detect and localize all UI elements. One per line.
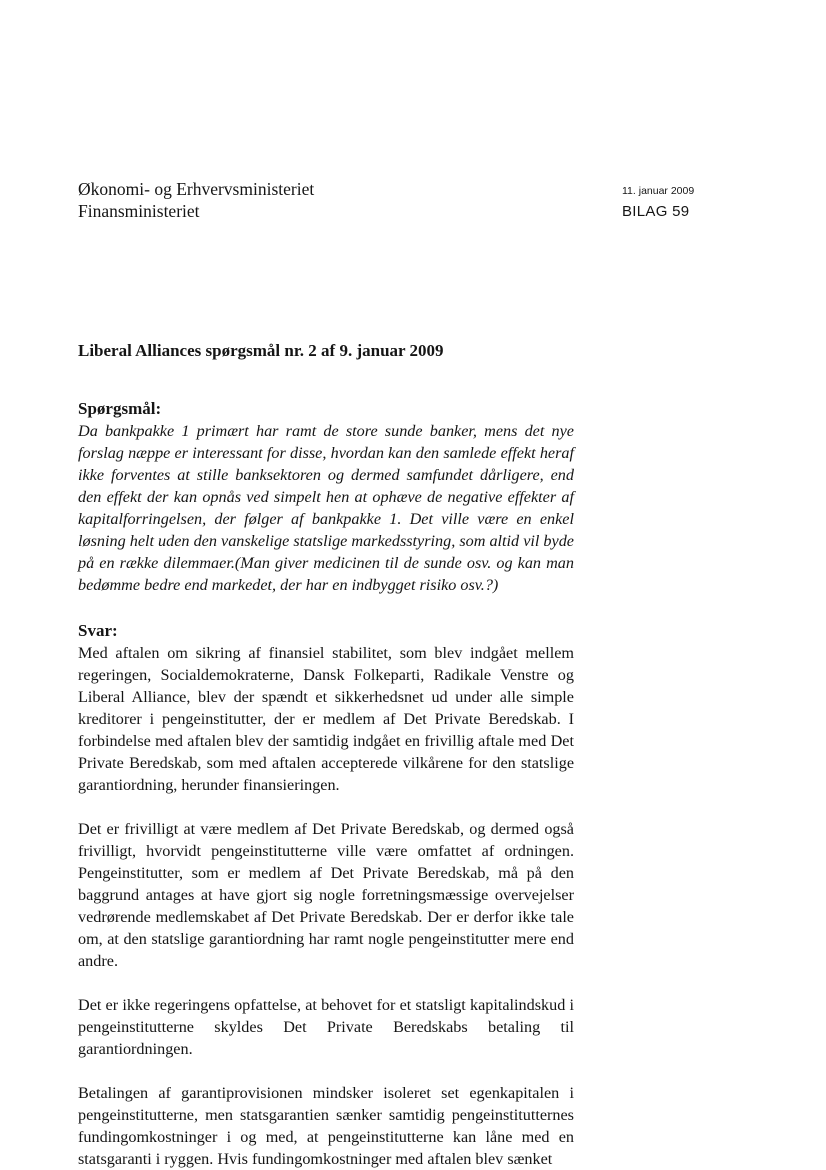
- answer-paragraph: Det er ikke regeringens opfattelse, at behovet for et statsligt kapitalindskud i pengeinstitutterne skyldes Det Private Beredskabs betaling til garantiordningen.: [78, 996, 574, 1058]
- document-meta: [622, 184, 694, 222]
- sender-block: [78, 178, 314, 222]
- answer-paragraph: Betalingen af garantiprovisionen mindsker isoleret set egenkapitalen i pengeinstitutterne, men statsgarantien sænker samtidig pengeinstitutternes fundingomkostninger i og med, at pengeinstitutterne kan låne med en statsgaranti i ryggen. Hvis fundingomkostninger med aftalen blev sænket: [78, 1084, 574, 1168]
- document-title: Liberal Alliances spørgsmål nr. 2 af 9. januar 2009: [78, 341, 444, 360]
- answer-heading: Svar:: [78, 621, 118, 640]
- document-date: 11. januar 2009: [622, 185, 695, 197]
- bilag-number: BILAG 59: [622, 203, 690, 220]
- document-body: [78, 398, 574, 1170]
- question-text: Da bankpakke 1 primært har ramt de store sunde banker, mens det nye forslag næppe er interessant for disse, hvordan kan den samlede effekt heraf ikke forventes at stille banksektoren og dermed samfundet dårligere, end den effekt der kan opnås ved simpelt hen at ophæve de negative effekter af kapitalforringelsen, der følger af bankpakke 1. Det ville være en enkel løsning helt uden den vanskelige statslige markedsstyring, som altid vil byde på en række dilemmaer.(Man giver medicinen til de sunde osv. og kan man bedømme bedre end markedet, der har en indbygget risiko osv.?): [78, 422, 574, 594]
- question-heading: Spørgsmål:: [78, 399, 162, 418]
- answer-paragraph: Det er frivilligt at være medlem af Det Private Beredskab, og dermed også frivilligt, hvorvidt pengeinstitutterne ville være omfattet af ordningen. Pengeinstitutter, som er medlem af Det Private Beredskab, må på den baggrund antages at have gjort sig nogle forretningsmæssige overvejelser vedrørende medlemskabet af Det Private Beredskab. Der er derfor ikke tale om, at den statslige garantiordning har ramt nogle pengeinstitutter mere end andre.: [78, 820, 574, 970]
- answer-paragraph: Med aftalen om sikring af finansiel stabilitet, som blev indgået mellem regeringen, Socialdemokraterne, Dansk Folkeparti, Radikale Venstre og Liberal Alliance, blev der spændt et sikkerhedsnet ud under alle simple kreditorer i pengeinstitutter, der er medlem af Det Private Beredskab. I forbindelse med aftalen blev der samtidig indgået en frivillig aftale med Det Private Beredskab, som med aftalen accepterede vilkårene for den statslige garantiordning, herunder finansieringen.: [78, 644, 574, 794]
- ministry-name: Økonomi- og Erhvervsministeriet: [78, 179, 315, 199]
- ministry-name: Finansministeriet: [78, 201, 200, 221]
